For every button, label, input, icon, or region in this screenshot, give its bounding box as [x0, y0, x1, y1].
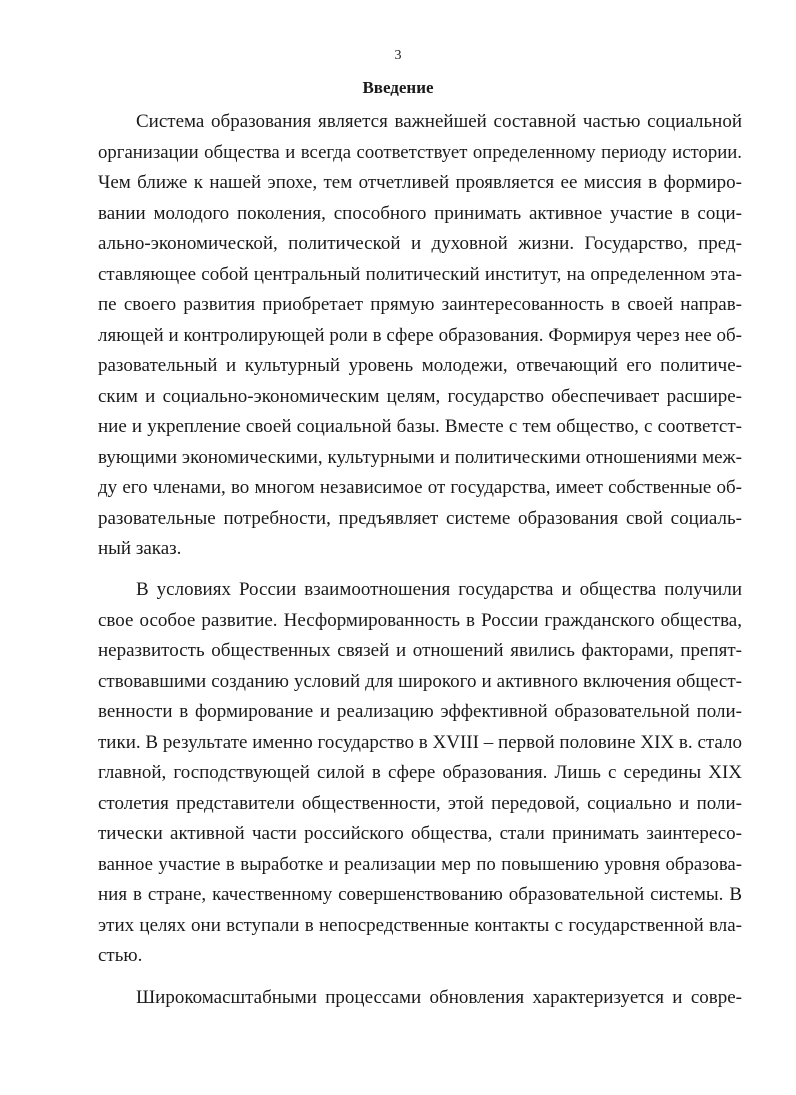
paragraph-line: ствовавшими созданию условий для широкого и активного включения общест-: [98, 670, 742, 692]
paragraph-line: стью.: [98, 945, 143, 966]
paragraph-line: ляющей и контролирующей роли в сфере образования. Формируя через нее об-: [98, 324, 742, 346]
paragraph-line: ния в стране, качественному совершенствованию образовательной системы. В: [98, 884, 742, 905]
paragraph-line: вании молодого поколения, способного принимать активное участие в соци-: [98, 202, 742, 224]
paragraph-line: ским и социально-экономическим целям, государство обеспечивает расшире-: [98, 385, 742, 407]
paragraph-line: ванное участие в выработке и реализации мер по повышению уровня образова-: [98, 853, 742, 875]
paragraph-line: этих целях они вступали в непосредственные контакты с государственной вла-: [98, 914, 742, 936]
paragraph-line: ный заказ.: [98, 538, 182, 559]
paragraph-line: ально-экономической, политической и духовной жизни. Государство, пред-: [98, 233, 742, 254]
page-number: 3: [394, 48, 402, 63]
paragraph-line: ставляющее собой центральный политический институт, на определенном эта-: [98, 263, 742, 285]
paragraph-line: разовательный и культурный уровень молодежи, отвечающий его политиче-: [98, 355, 742, 376]
paragraph-line: В условиях России взаимоотношения государства и общества получили: [136, 579, 742, 600]
paragraph-line: ние и укрепление своей социальной базы. Вместе с тем общество, с соответст-: [98, 416, 742, 437]
paragraph-2: [98, 575, 742, 972]
paragraph-line: Система образования является важнейшей составной частью социальной: [136, 111, 742, 132]
paragraph-line: свое особое развитие. Несформированность в России гражданского общества,: [98, 609, 742, 631]
paragraph-3: [128, 983, 742, 1014]
paragraph-line: Широкомасштабными процессами обновления характеризуется и совре-: [136, 987, 742, 1008]
paragraph-line: пе своего развития приобретает прямую заинтересованность в своей направ-: [98, 294, 742, 315]
paragraph-line: неразвитость общественных связей и отношений явились факторами, препят-: [98, 640, 742, 661]
page-title: Введение: [362, 78, 434, 97]
paragraph-line: ду его членами, во многом независимое от государства, имеет собственные об-: [98, 477, 742, 498]
paragraph-line: главной, господствующей силой в сфере образования. Лишь с середины XIX: [98, 762, 742, 783]
paragraph-line: разовательные потребности, предъявляет системе образования свой социаль-: [98, 507, 742, 529]
paragraph-line: столетия представители общественности, этой передовой, социально и поли-: [98, 792, 742, 814]
paragraph-line: Чем ближе к нашей эпохе, тем отчетливей проявляется ее миссия в формиро-: [98, 172, 742, 193]
paragraph-line: тически активной части российского общества, стали принимать заинтересо-: [98, 823, 742, 844]
paragraph-line: вующими экономическими, культурными и политическими отношениями меж-: [98, 446, 742, 468]
paragraph-line: организации общества и всегда соответствует определенному периоду истории.: [98, 141, 742, 163]
paragraph-line: венности в формирование и реализацию эффективной образовательной поли-: [98, 701, 742, 722]
paragraph-1: [98, 107, 742, 565]
paragraph-line: тики. В результате именно государство в XVIII – первой половине XIX в. стало: [98, 731, 742, 753]
